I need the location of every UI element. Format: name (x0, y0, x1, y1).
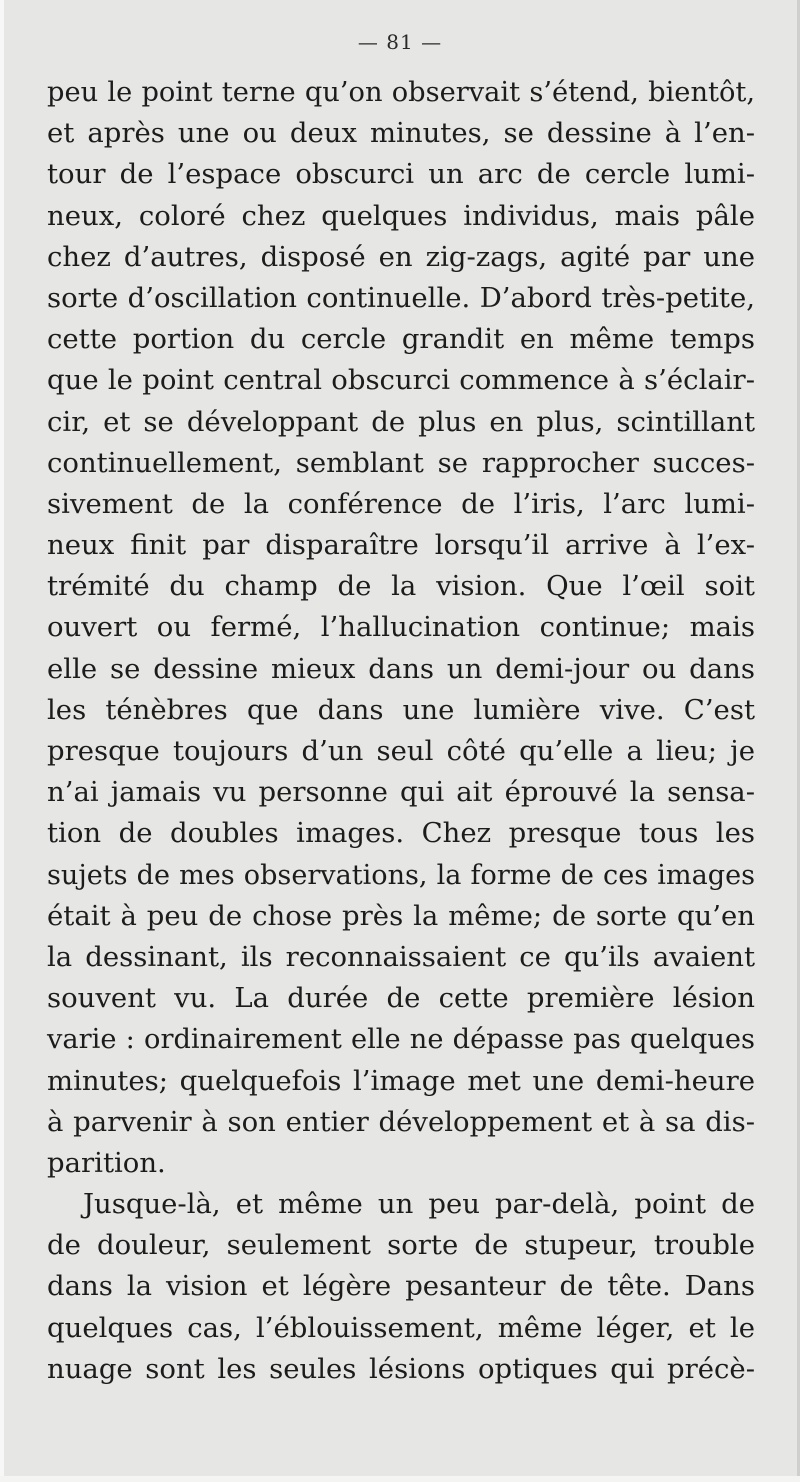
text-line: était à peu de chose près la même; de sorte qu’en (47, 899, 755, 932)
text-line: sorte d’oscillation continuelle. D’abord très-petite, (47, 281, 755, 314)
text-line: Jusque-là, et même un peu par-delà, point de (83, 1188, 755, 1221)
text-line: sivement de la conférence de l’iris, l’arc lumi- (47, 487, 755, 520)
page-bottom-edge (0, 1476, 800, 1482)
text-line: sujets de mes observations, la forme de ces images (47, 859, 755, 891)
text-line: quelques cas, l’éblouissement, même léger, et le (47, 1311, 755, 1344)
text-line: cir, et se développant de plus en plus, scintillant (47, 405, 755, 438)
text-line: elle se dessine mieux dans un demi-jour ou dans (47, 652, 755, 685)
text-line: chez d’autres, disposé en zig-zags, agité par une (47, 240, 755, 273)
text-line: trémité du champ de la vision. Que l’œil soit (47, 570, 755, 603)
text-line: minutes; quelquefois l’image met une demi-heure (47, 1064, 755, 1097)
text-line: souvent vu. La durée de cette première lésion (47, 982, 755, 1015)
text-line: la dessinant, ils reconnaissaient ce qu’ils avaient (47, 940, 755, 973)
text-line: ouvert ou fermé, l’hallucination continue; mais (47, 611, 755, 644)
text-line: continuellement, semblant se rapprocher succes- (47, 446, 755, 479)
page-left-edge (0, 0, 4, 1482)
text-line: parition. (47, 1146, 166, 1179)
text-line: les ténèbres que dans une lumière vive. C’est (47, 693, 755, 726)
text-line: de douleur, seulement sorte de stupeur, trouble (47, 1229, 755, 1262)
page-number: — 81 — (357, 30, 443, 54)
text-line: peu le point terne qu’on observait s’étend, bientôt, (47, 77, 755, 108)
text-line: dans la vision et légère pesanteur de tête. Dans (47, 1270, 755, 1303)
text-line: varie : ordinairement elle ne dépasse pas quelques (47, 1024, 755, 1056)
text-line: tion de doubles images. Chez presque tous les (47, 817, 755, 850)
text-line: tour de l’espace obscurci un arc de cercle lumi- (47, 158, 755, 191)
text-line: neux finit par disparaître lorsqu’il arrive à l’ex- (47, 529, 755, 562)
text-line: presque toujours d’un seul côté qu’elle a lieu; je (47, 735, 755, 767)
text-line: n’ai jamais vu personne qui ait éprouvé la sensa- (47, 776, 755, 809)
text-line: à parvenir à son entier développement et à sa dis- (47, 1105, 755, 1138)
text-line: que le point central obscurci commence à s’éclair- (47, 364, 755, 397)
body-text (47, 72, 755, 1390)
text-line: et après une ou deux minutes, se dessine à l’en- (47, 117, 755, 150)
text-line: nuage sont les seules lésions optiques qui précè- (47, 1352, 755, 1385)
paragraph-2 (47, 1184, 755, 1390)
text-line: cette portion du cercle grandit en même temps (47, 323, 755, 356)
text-line: neux, coloré chez quelques individus, mais pâle (47, 199, 755, 232)
paragraph-1 (47, 72, 755, 1184)
